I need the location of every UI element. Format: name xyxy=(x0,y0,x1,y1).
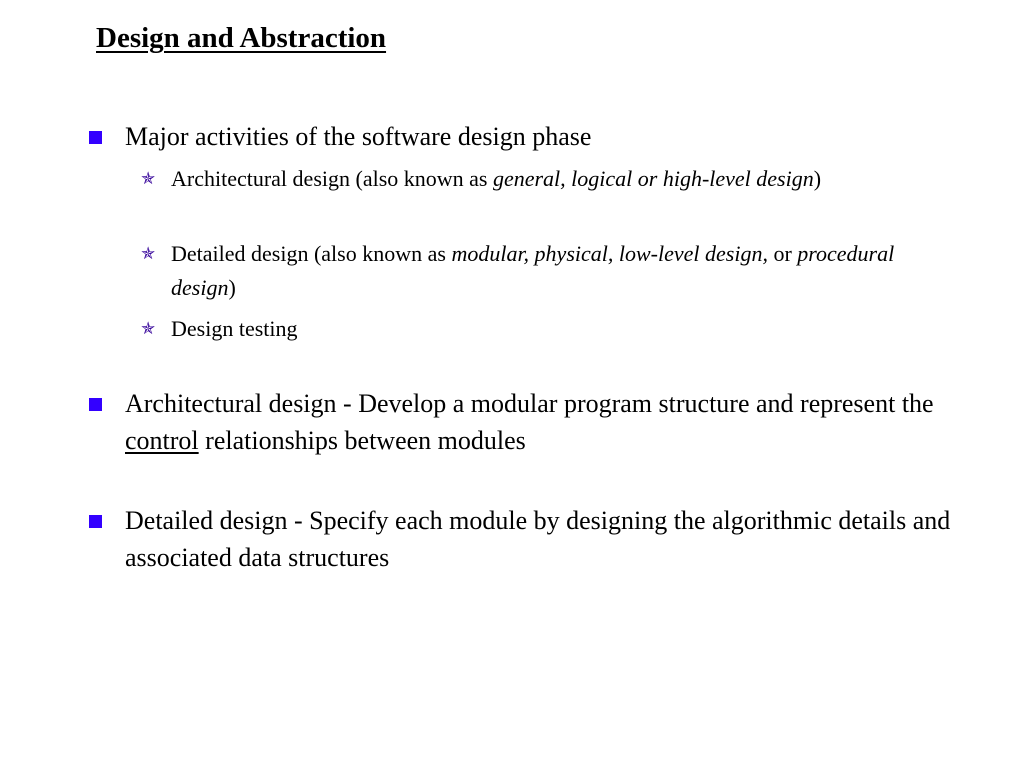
sub-item-text-italic: general, logical or high-level design xyxy=(492,166,814,191)
slide-title: Design and Abstraction xyxy=(96,22,387,54)
star-bullet-icon: ✯ xyxy=(141,319,156,338)
bullet-text: Detailed design - Specify each module by designing the algorithmic details and associated data structures xyxy=(125,506,951,572)
sub-item-text: Design testing xyxy=(171,316,298,341)
sub-item-text xyxy=(171,237,941,305)
bullet-text-underlined: control xyxy=(125,426,199,455)
square-bullet-icon xyxy=(89,515,102,528)
star-bullet-icon: ✯ xyxy=(141,244,156,263)
sub-item-text-plain: Detailed design (also known as xyxy=(171,241,452,266)
square-bullet-icon xyxy=(89,131,102,144)
sub-item-text-italic: procedural design xyxy=(171,241,895,300)
sub-item-text-plain: ) xyxy=(228,275,236,300)
bullet-text-plain: Architectural design - Develop a modular program structure and represent the xyxy=(125,389,934,418)
star-bullet-icon: ✯ xyxy=(141,169,156,188)
bullet-text: Major activities of the software design phase xyxy=(125,122,592,151)
sub-item-text xyxy=(171,162,941,196)
sub-item-text-plain: or xyxy=(767,241,798,266)
square-bullet-icon xyxy=(89,398,102,411)
bullet-text-plain: relationships between modules xyxy=(198,426,526,455)
sub-item-text-plain: Architectural design (also known as xyxy=(171,166,493,191)
sub-item-text-italic: modular, physical, low-level design, xyxy=(451,241,768,266)
sub-item-text-plain: ) xyxy=(813,166,822,191)
bullet-text xyxy=(125,385,955,459)
